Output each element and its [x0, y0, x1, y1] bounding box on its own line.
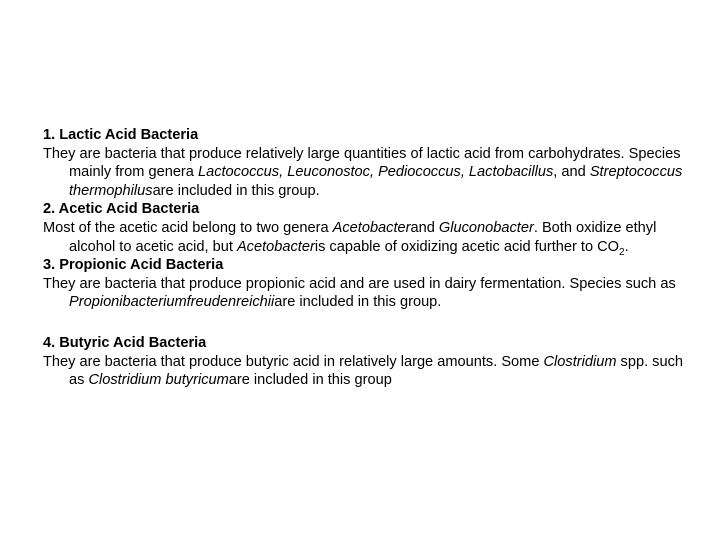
paragraph-text: are included in this group. [152, 182, 320, 199]
section-heading-lactic: 1. Lactic Acid Bacteria [43, 127, 199, 143]
species-name: Clostridium butyricum [88, 372, 229, 389]
section-paragraph-propionic [43, 275, 683, 312]
paragraph-text: They are bacteria that produce relatively large quantities of lactic acid from carbohydrates. Species mainly from genera [43, 145, 681, 181]
paragraph-text: and [410, 219, 439, 236]
genus-name: Acetobacter [236, 238, 315, 255]
paragraph-text: Most of the acetic acid belong to two genera [43, 219, 333, 236]
section-paragraph-lactic [43, 145, 683, 201]
genus-name: Acetobacter [332, 219, 411, 236]
paragraph-text: are included in this group [228, 372, 392, 389]
slide-body [43, 126, 683, 390]
section-heading-propionic: 3. Propionic Acid Bacteria [43, 257, 224, 274]
paragraph-text: . [624, 238, 629, 255]
species-name: Propionibacteriumfreudenreichii [69, 294, 275, 311]
paragraph-text: spp. such as [69, 353, 684, 389]
paragraph-text: They are bacteria that produce propionic acid and are used in dairy fermentation. Species such as [43, 275, 676, 292]
paragraph-text: . Both oxidize ethyl alcohol to acetic acid, but [69, 219, 657, 255]
co2-subscript: 2 [619, 246, 625, 258]
paragraph-text: They are bacteria that produce butyric acid in relatively large amounts. Some [43, 353, 544, 370]
genus-names: Lactococcus, Leuconostoc, Pediococcus, Lactobacillus [197, 164, 554, 181]
section-heading-acetic: 2. Acetic Acid Bacteria [43, 201, 200, 218]
species-name: Streptococcus thermophilus [69, 164, 683, 199]
section-heading-butyric: 4. Butyric Acid Bacteria [43, 334, 207, 351]
paragraph-text: is capable of oxidizing acetic acid further to CO [314, 238, 620, 255]
paragraph-gap [43, 312, 683, 334]
paragraph-text: , and [553, 164, 590, 181]
genus-name: Clostridium [543, 353, 617, 370]
section-paragraph-butyric [43, 353, 683, 390]
genus-name: Gluconobacter [438, 219, 534, 236]
paragraph-text: are included in this group. [274, 294, 442, 311]
section-paragraph-acetic [43, 219, 683, 256]
